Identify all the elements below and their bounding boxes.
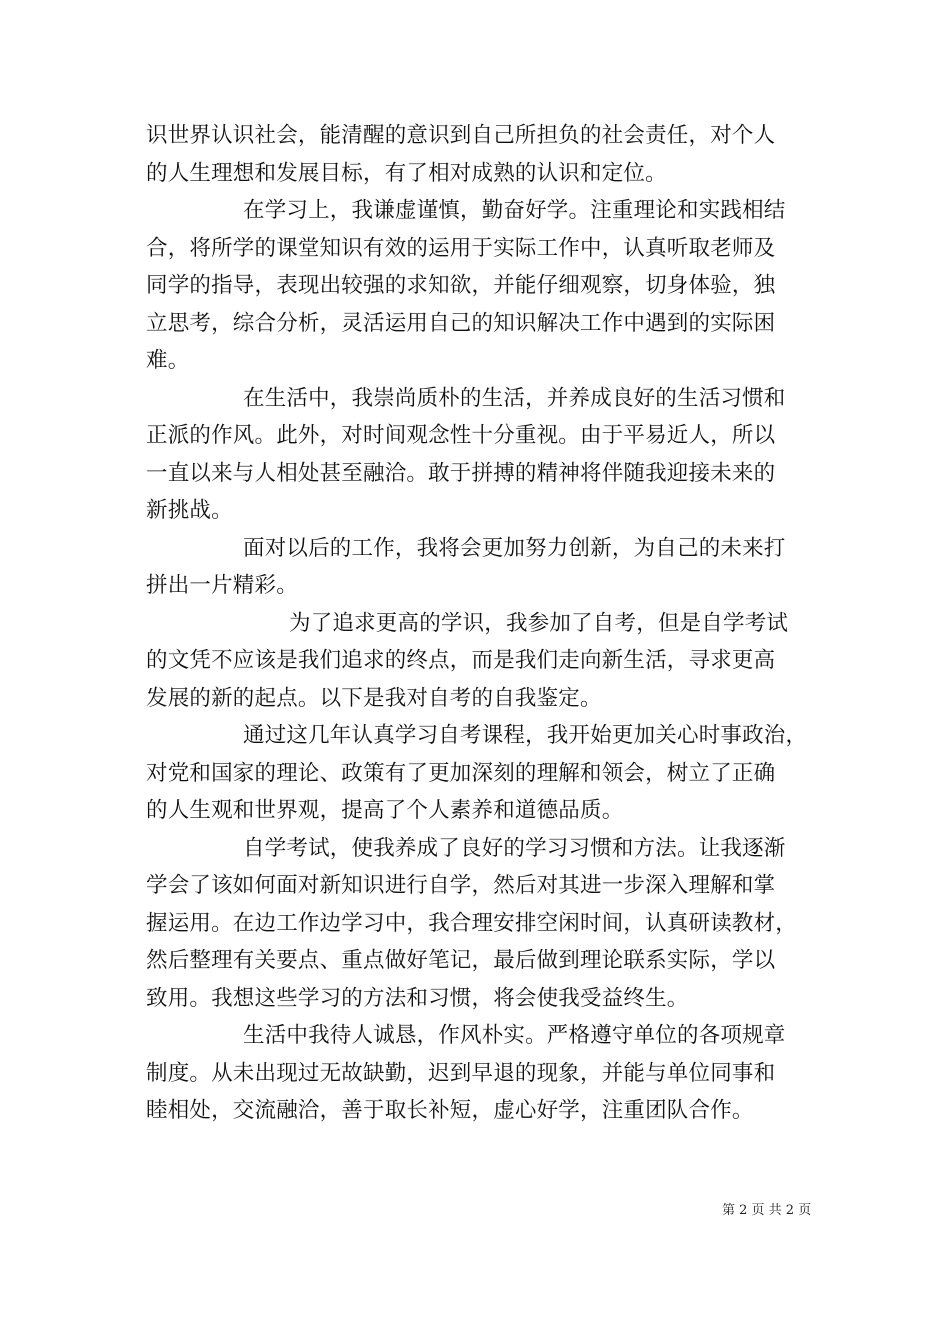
paragraph-line: 学会了该如何面对新知识进行自学，然后对其进一步深入理解和掌 [146,873,776,898]
paragraph-line: 制度。从未出现过无故缺勤，迟到早退的现象，并能与单位同事和 [146,1060,776,1086]
paragraph [146,530,812,605]
paragraph-line: 生活中我待人诚恳，作风朴实。严格遵守单位的各项规章 [243,1023,786,1048]
paragraph-line: 对党和国家的理论、政策有了更加深刻的理解和领会，树立了正确 [146,760,776,786]
paragraph-line: 然后整理有关要点、重点做好笔记，最后做到理论联系实际，学以 [146,948,776,973]
paragraph [146,1017,812,1130]
paragraph-line: 新挑战。 [146,498,233,523]
paragraph-line: 为了追求更高的学识，我参加了自考，但是自学考试 [289,610,789,636]
paragraph-line: 识世界认识社会，能清醒的意识到自己所担负的社会责任，对个人 [146,123,776,148]
paragraph-line: 正派的作风。此外，对时间观念性十分重视。由于平易近人，所以 [146,423,776,448]
body-text [146,117,812,1130]
paragraph-line: 拼出一片精彩。 [146,573,298,598]
paragraph [146,830,812,1018]
paragraph [146,192,812,380]
paragraph-line: 通过这几年认真学习自考课程，我开始更加关心时事政治， [243,723,808,748]
paragraph-line: 难。 [146,348,190,373]
paragraph-line: 的人生理想和发展目标，有了相对成熟的认识和定位。 [146,160,667,186]
paragraph-line: 自学考试，使我养成了良好的学习习惯和方法。让我逐渐 [243,835,786,861]
paragraph [146,717,812,830]
paragraph-line: 面对以后的工作，我将会更加努力创新，为自己的未来打 [243,535,786,561]
paragraph-line: 一直以来与人相处甚至融洽。敢于拼搏的精神将伴随我迎接未来的 [146,460,776,486]
paragraph [146,605,812,718]
paragraph-line: 在学习上，我谦虚谨慎，勤奋好学。注重理论和实践相结 [243,198,786,223]
paragraph-line: 在生活中，我崇尚质朴的生活，并养成良好的生活习惯和 [243,385,786,411]
paragraph-line: 立思考，综合分析，灵活运用自己的知识解决工作中遇到的实际困 [146,310,776,336]
paragraph-line: 合，将所学的课堂知识有效的运用于实际工作中，认真听取老师及 [146,235,776,261]
paragraph-line: 睦相处，交流融洽，善于取长补短，虚心好学，注重团队合作。 [146,1098,754,1123]
paragraph-line: 同学的指导，表现出较强的求知欲，并能仔细观察，切身体验，独 [146,273,776,298]
paragraph-line: 握运用。在边工作边学习中，我合理安排空闲时间，认真研读教材， [146,910,798,936]
paragraph [146,117,812,192]
paragraph-line: 致用。我想这些学习的方法和习惯，将会使我受益终生。 [146,985,689,1011]
paragraph-line: 的人生观和世界观，提高了个人素养和道德品质。 [146,798,624,823]
page-number-footer: 第 2 页 共 2 页 [722,1203,812,1218]
paragraph [146,380,812,530]
paragraph-line: 的文凭不应该是我们追求的终点，而是我们走向新生活，寻求更高 [146,648,776,673]
paragraph-line: 发展的新的起点。以下是我对自考的自我鉴定。 [146,685,602,711]
